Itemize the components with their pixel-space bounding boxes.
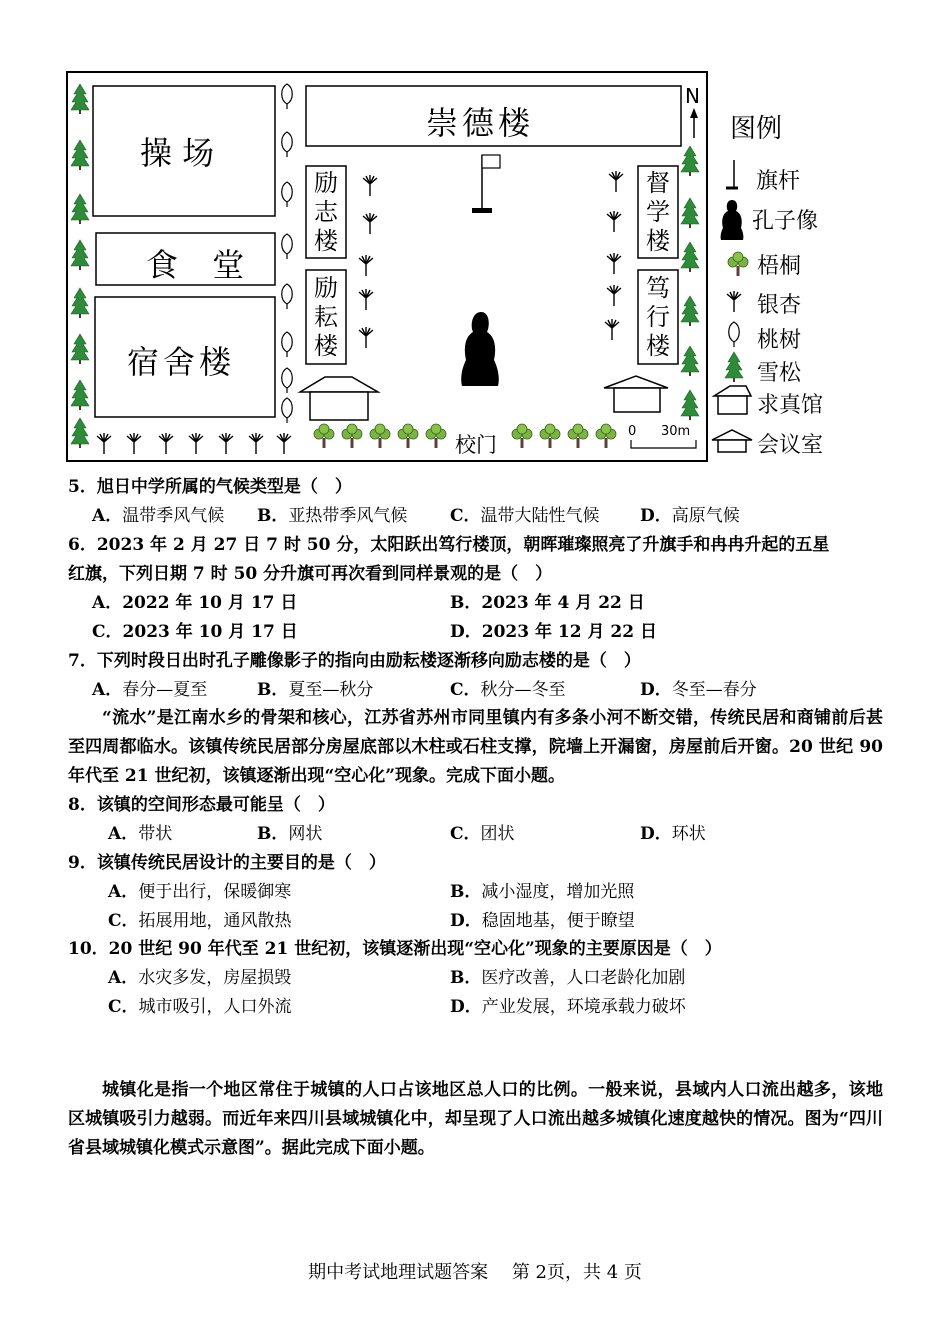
legend-title: 图例 [730,114,783,144]
q5-option-d: D．高原气候 [640,506,740,526]
page-footer: 期中考试地理试题答案 第 2页，共 4 页 [308,1262,642,1283]
liyun-building-label: 励耘楼 [314,274,338,360]
q8-option-c: C．团状 [450,824,515,844]
q6-option-b: B．2023 年 4 月 22 日 [450,593,645,613]
q5-option-b: B．亚热带季风气候 [257,506,408,526]
chongde-building-label: 崇德楼 [426,104,535,142]
legend-peach: 桃树 [757,328,802,353]
q7-option-d: D．冬至—春分 [640,680,757,700]
q9-option-a: A．便于出行，保暖御寒 [108,882,292,902]
legend-confucius-statue: 孔子像 [752,209,819,234]
lizhi-building-label: 励志楼 [314,169,338,255]
legend-ginkgo: 银杏 [757,293,802,318]
q6-option-d: D．2023 年 12 月 22 日 [450,622,657,642]
q6-option-a: A．2022 年 10 月 17 日 [92,593,298,613]
legend-cedar: 雪松 [757,361,802,386]
q8-option-a: A．带状 [108,824,173,844]
scale-distance: 30m [661,424,691,439]
school-map-figure [0,0,950,470]
canteen-label: 食 堂 [146,246,257,284]
legend-meeting-room: 会议室 [757,433,824,458]
q10-option-a: A．水灾多发，房屋损毁 [108,968,292,988]
passage-water-town: “流水”是江南水乡的骨架和核心，江苏省苏州市同里镇内有多条小河不断交错，传统民居和商铺前后甚至四周都临水。该镇传统民居部分房屋底部以木柱或石柱支撑，院墙上开漏窗，房屋前后开窗。20 世纪 90 年代至 21 世纪初，该镇逐渐出现“空心化”现象。完成下面小题。 [68,708,883,786]
q7-option-b: B．夏至—秋分 [257,680,374,700]
q9-option-b: B．减小湿度，增加光照 [450,882,635,902]
q9-option-c: C．拓展用地，通风散热 [108,911,292,931]
q8-option-d: D．环状 [640,824,706,844]
q5-option-a: A．温带季风气候 [92,506,225,526]
question-10-stem: 10．20 世纪 90 年代至 21 世纪初，该镇逐渐出现“空心化”现象的主要原因是（ ） [68,939,722,959]
q7-option-a: A．春分—夏至 [92,680,208,700]
playground-label: 操 场 [140,134,215,172]
q8-option-b: B．网状 [257,824,323,844]
question-7-stem: 7．下列时段日出时孔子雕像影子的指向由励耘楼逐渐移向励志楼的是（ ） [68,651,641,671]
q9-option-d: D．稳固地基，便于瞭望 [450,911,635,931]
q10-option-b: B．医疗改善，人口老龄化加剧 [450,968,686,988]
duxue-building-label: 督学楼 [646,169,670,255]
legend-wutong: 梧桐 [757,254,802,279]
legend-qiuzhen-hall: 求真馆 [757,393,824,418]
q5-option-c: C．温带大陆性气候 [450,506,600,526]
legend-flagpole: 旗杆 [756,169,801,194]
question-6-stem-line1: 6．2023 年 2 月 27 日 7 时 50 分，太阳跃出笃行楼顶，朝晖璀璨照亮了升旗手和冉冉升起的五星 [68,535,830,555]
question-9-stem: 9．该镇传统民居设计的主要目的是（ ） [68,853,386,873]
q10-option-d: D．产业发展，环境承载力破坏 [450,997,686,1017]
scale-zero: 0 [628,424,637,439]
north-label: N [685,84,700,108]
duxing-building-label: 笃行楼 [646,274,670,360]
passage-urbanization: 城镇化是指一个地区常住于城镇的人口占该地区总人口的比例。一般来说，县域内人口流出越多，该地区城镇吸引力越弱。而近年来四川县域城镇化中，却呈现了人口流出越多城镇化速度越快的情况。图为“四川省县域城镇化模式示意图”。据此完成下面小题。 [68,1080,883,1158]
question-8-stem: 8．该镇的空间形态最可能呈（ ） [68,795,335,815]
question-5-stem: 5．旭日中学所属的气候类型是（ ） [68,477,352,497]
school-gate-label: 校门 [455,433,497,457]
dormitory-label: 宿舍楼 [127,343,236,381]
q6-option-c: C．2023 年 10 月 17 日 [92,622,298,642]
q10-option-c: C．城市吸引，人口外流 [108,997,292,1017]
question-6-stem-line2: 红旗，下列日期 7 时 50 分升旗可再次看到同样景观的是（ ） [68,564,553,584]
q7-option-c: C．秋分—冬至 [450,680,566,700]
